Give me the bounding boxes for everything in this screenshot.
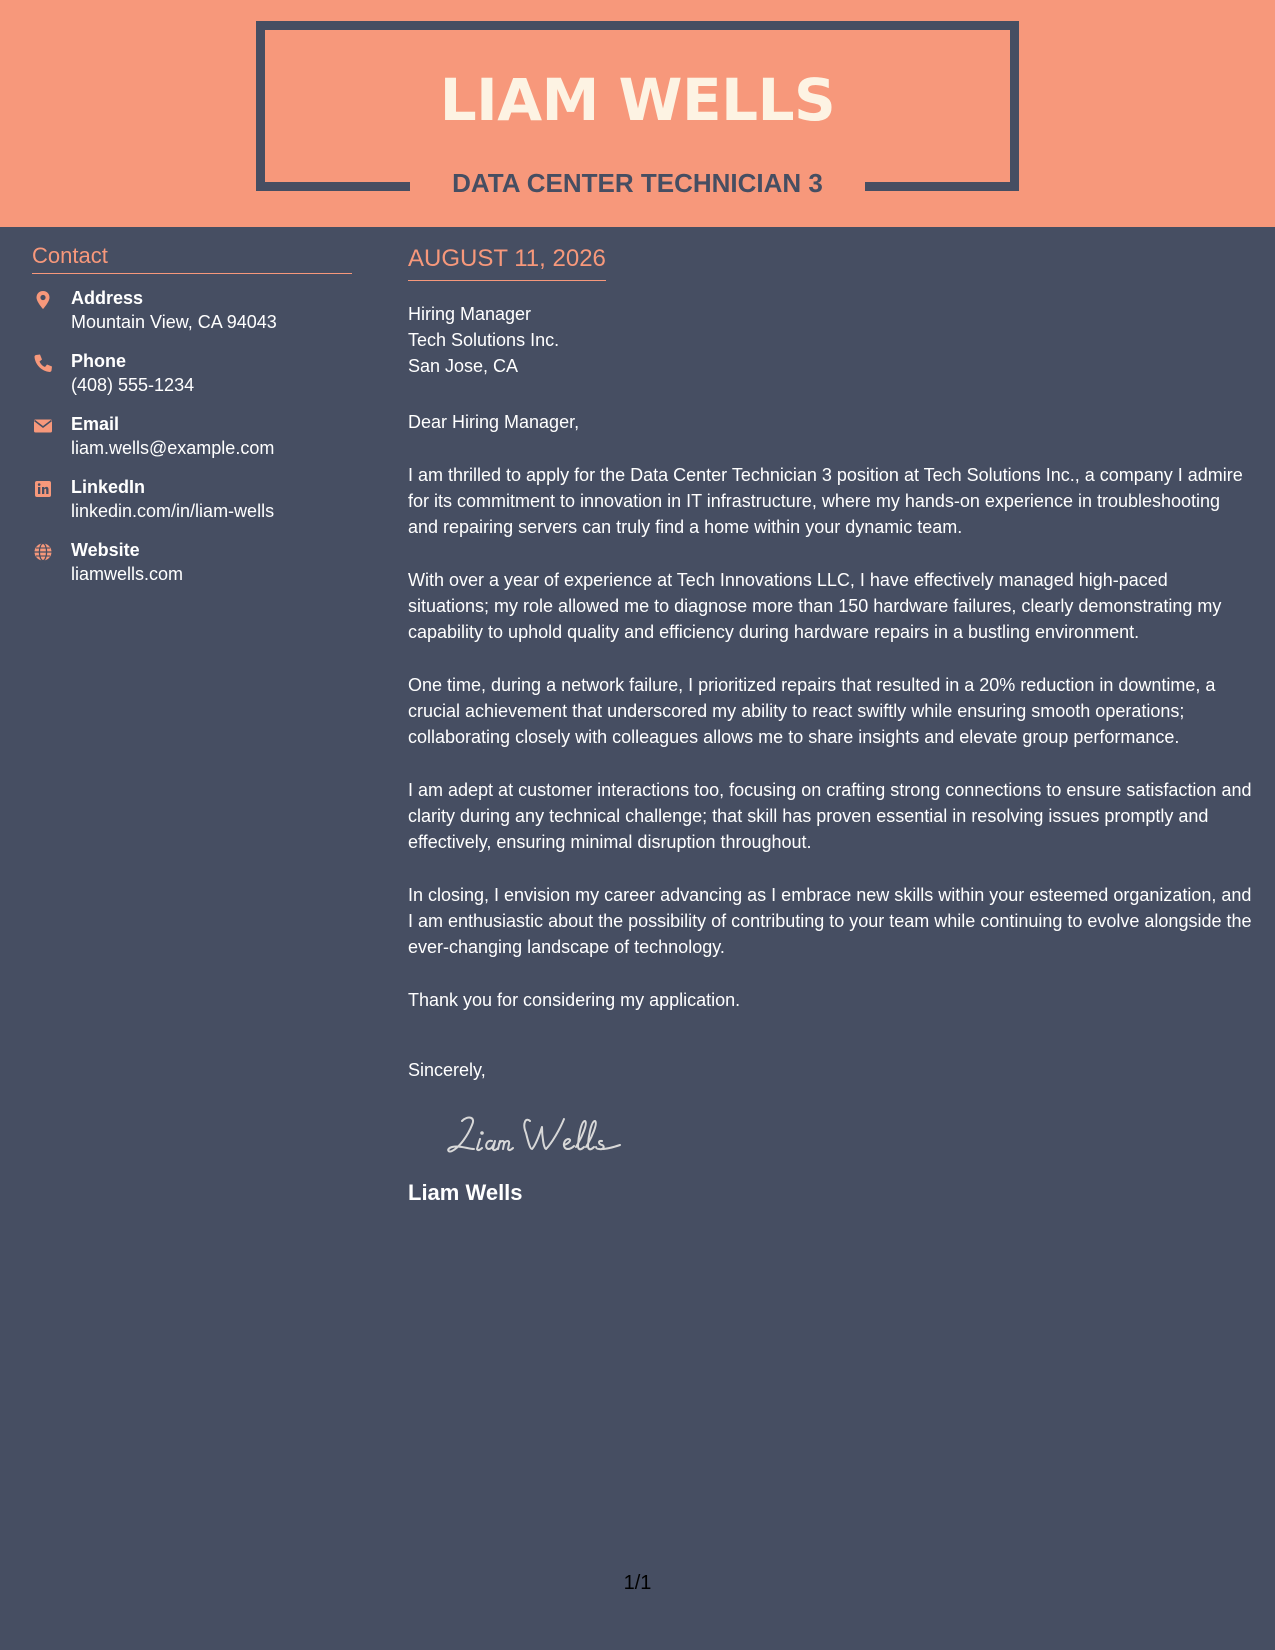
- address-value: Mountain View, CA 94043: [71, 312, 277, 332]
- email-value: liam.wells@example.com: [71, 438, 275, 458]
- body-paragraph: I am thrilled to apply for the Data Center Technician 3 position at Tech Solutions Inc., a company I admire for its commitment to innovation in IT infrastructure, where my hands-on experience in troubleshooting and repairing servers can truly find a home within your dynamic team.: [408, 465, 1243, 537]
- globe-icon: [32, 541, 54, 563]
- phone-value: (408) 555-1234: [71, 375, 195, 395]
- contact-list: [32, 286, 352, 601]
- envelope-icon: [32, 415, 54, 437]
- website-value: liamwells.com: [71, 564, 184, 584]
- contact-phone: [32, 349, 352, 412]
- contact-linkedin: [32, 475, 352, 538]
- thanks-line: Thank you for considering my application.: [408, 990, 741, 1010]
- contact-label: LinkedIn: [71, 477, 146, 497]
- contact-label: Address: [71, 288, 144, 308]
- contact-email: [32, 412, 352, 475]
- recipient-line: Hiring Manager: [408, 304, 532, 324]
- recipient-block: [408, 301, 1253, 379]
- applicant-name: LIAM WELLS: [439, 66, 836, 134]
- phone-icon: [32, 352, 54, 374]
- body-paragraph: In closing, I envision my career advancing as I embrace new skills within your esteemed organization, and I am enthusiastic about the possibility of contributing to your team while continuing to evolve alongside the ever-changing landscape of technology.: [408, 885, 1252, 957]
- contact-label: Email: [71, 414, 120, 434]
- recipient-line: San Jose, CA: [408, 356, 519, 376]
- handwritten-signature: [442, 1109, 642, 1161]
- contact-heading: Contact: [32, 242, 352, 274]
- salutation: Dear Hiring Manager,: [408, 412, 580, 432]
- job-title: DATA CENTER TECHNICIAN 3: [452, 168, 823, 198]
- map-pin-icon: [32, 289, 54, 311]
- header-banner: [0, 0, 1275, 227]
- closing-line: Sincerely,: [408, 1060, 486, 1080]
- contact-sidebar: [32, 242, 352, 601]
- page-number: 1/1: [623, 1572, 652, 1594]
- contact-label: Phone: [71, 351, 127, 371]
- linkedin-value: linkedin.com/in/liam-wells: [71, 501, 275, 521]
- contact-website: [32, 538, 352, 601]
- letter-date: AUGUST 11, 2026: [408, 244, 606, 281]
- body-paragraph: One time, during a network failure, I prioritized repairs that resulted in a 20% reduction in downtime, a crucial achievement that underscored my ability to react swiftly while ensuring smooth operations; collaborating closely with colleagues allows me to share insights and elevate group performance.: [408, 675, 1216, 747]
- contact-label: Website: [71, 540, 140, 560]
- letter-body: [408, 244, 1253, 1207]
- linkedin-icon: [32, 478, 54, 500]
- contact-address: [32, 286, 352, 349]
- body-paragraph: With over a year of experience at Tech Innovations LLC, I have effectively managed high-paced situations; my role allowed me to diagnose more than 150 hardware failures, clearly demonstrating my capability to uphold quality and efficiency during hardware repairs in a bustling environment.: [408, 570, 1222, 642]
- signer-name: Liam Wells: [408, 1180, 523, 1205]
- body-paragraph: I am adept at customer interactions too, focusing on crafting strong connections to ensure satisfaction and clarity during any technical challenge; that skill has proven essential in resolving issues promptly and effectively, ensuring minimal disruption throughout.: [408, 780, 1252, 852]
- recipient-line: Tech Solutions Inc.: [408, 330, 560, 350]
